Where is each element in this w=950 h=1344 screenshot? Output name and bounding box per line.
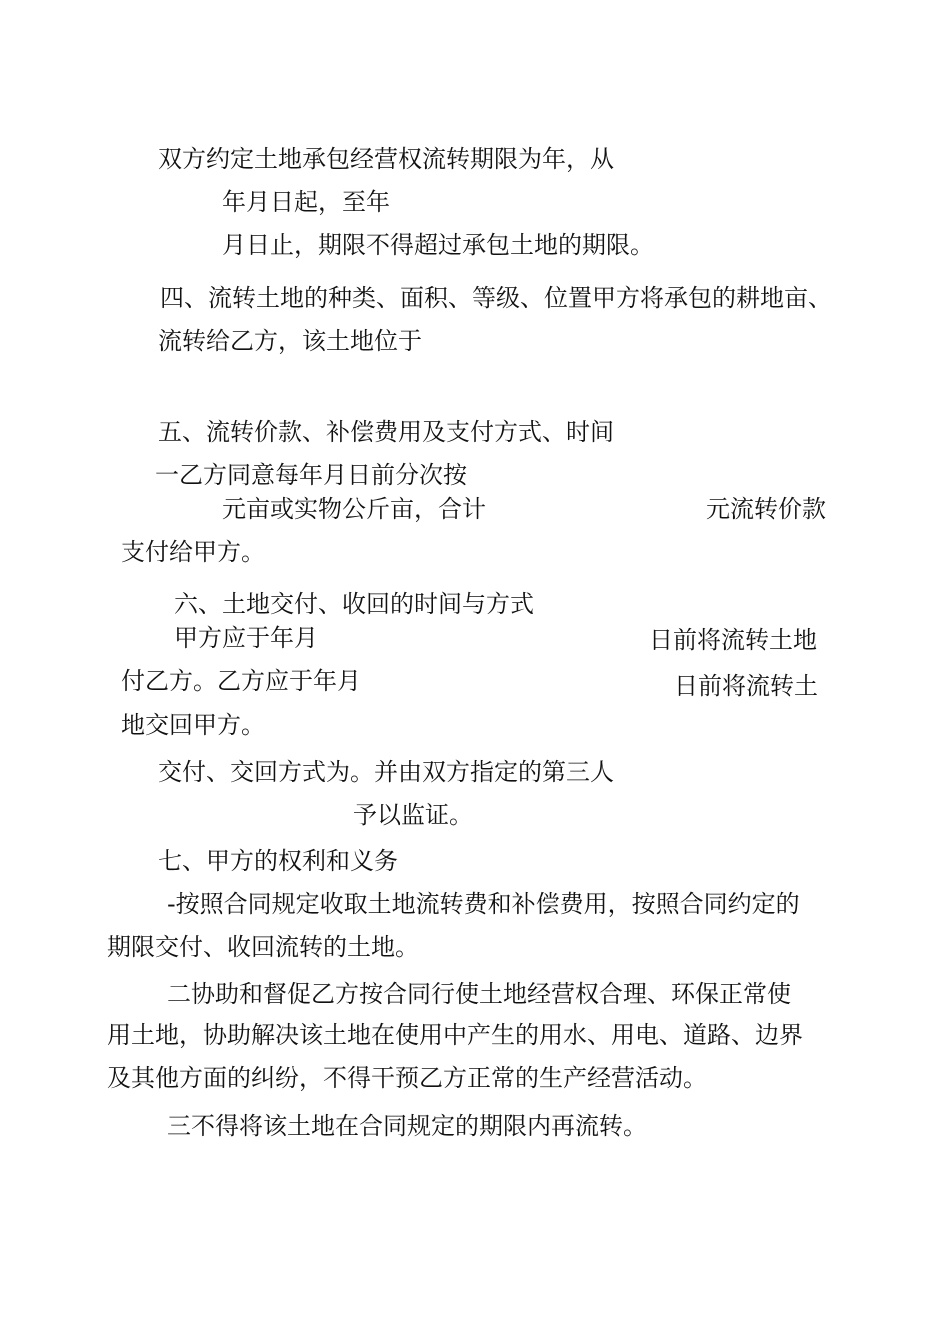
text-line-term: 双方约定土地承包经营权流转期限为年，从 [158, 145, 614, 173]
text-line-supervision: 予以监证。 [353, 801, 473, 829]
text-line-delivery-date: 甲方应于年月 [174, 624, 318, 652]
section-heading-6: 六、土地交付、收回的时间与方式 [174, 590, 534, 618]
text-line-right-2-end: 及其他方面的纠纷，不得干预乙方正常的生产经营活动。 [107, 1064, 707, 1092]
text-line-payment-total: 元流转价款 [706, 495, 826, 523]
text-line-payment-schedule: 一乙方同意每年月日前分次按 [155, 461, 467, 489]
text-line-return-land: 日前将流转土 [674, 672, 818, 700]
section-heading-7: 七、甲方的权利和义务 [158, 847, 398, 875]
text-line-right-1: -按照合同规定收取土地流转费和补偿费用，按照合同约定的 [167, 890, 800, 918]
section-heading-4: 四、流转土地的种类、面积、等级、位置甲方将承包的耕地亩、 [160, 284, 832, 312]
text-line-delivery-land: 日前将流转土地 [649, 626, 817, 654]
text-line-right-1-cont: 期限交付、收回流转的土地。 [107, 933, 419, 961]
text-line-payment-rate: 元亩或实物公斤亩，合计 [222, 495, 486, 523]
text-line-right-2-cont: 用土地，协助解决该土地在使用中产生的用水、用电、道路、边界 [107, 1021, 803, 1049]
text-line-pay-to: 支付给甲方。 [121, 538, 265, 566]
section-heading-5: 五、流转价款、补偿费用及支付方式、时间 [158, 418, 614, 446]
text-line-return-to: 地交回甲方。 [121, 711, 265, 739]
text-line-right-2: 二协助和督促乙方按合同行使土地经营权合理、环保正常使 [167, 980, 791, 1008]
text-line-end-date: 月日止，期限不得超过承包土地的期限。 [222, 231, 654, 259]
text-line-right-3: 三不得将该土地在合同规定的期限内再流转。 [167, 1112, 647, 1140]
text-line-return-date: 付乙方。乙方应于年月 [121, 667, 361, 695]
text-line-location: 流转给乙方，该土地位于 [158, 327, 422, 355]
text-line-start-date: 年月日起，至年 [222, 188, 390, 216]
text-line-delivery-method: 交付、交回方式为。并由双方指定的第三人 [158, 758, 614, 786]
